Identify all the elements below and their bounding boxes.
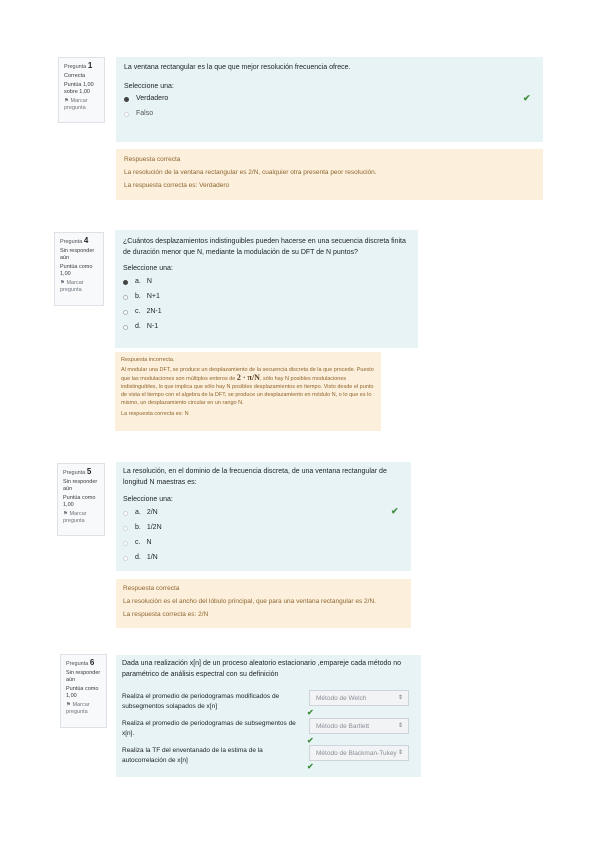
check-icon: ✔ [391,506,399,516]
question-info-1 [58,57,105,123]
question-info-6 [60,654,107,728]
formula: 2 · π/N [236,373,260,382]
match-row-3-select[interactable]: Método de Blackman-Tukey ⇕ [309,745,409,761]
question-content-5 [116,462,411,571]
correct-answer: La respuesta correcta es: 2/N [123,611,209,618]
flag-question-link[interactable]: ⚑ Marcar pregunta [66,702,90,715]
match-row-2-label: Realiza el promedio de periodogramas de subsegmentos de x[n]. [122,720,296,737]
flag-icon: ⚑ [64,98,69,104]
option-b[interactable]: b. N+1 [123,290,410,305]
question-state: Sin responder aún [66,670,101,683]
radio-unselected[interactable] [123,325,128,330]
feedback-body: La resolución de la ventana rectangular es 2/N, cualquier otra presenta peor resolución. [124,169,377,176]
correct-answer: La respuesta correcta es: Verdadero [124,182,230,189]
option-falso[interactable]: Falso [124,107,535,122]
feedback-4 [115,352,381,431]
match-row-3-label: Realiza la TF del enventanado de la estima de la autocorrelación de x[n] [122,747,263,764]
check-icon: ✔ [307,736,314,745]
correct-answer: La respuesta correcta es: N [121,411,189,417]
question-content-6 [116,655,421,777]
option-c[interactable]: c. 2N-1 [123,305,410,320]
flag-icon: ⚑ [66,702,71,708]
question-state: Correcta [64,73,86,79]
radio-unselected[interactable] [123,511,128,516]
radio-unselected[interactable] [123,295,128,300]
flag-question-link[interactable]: ⚑ Marcar pregunta [64,98,88,111]
flag-icon: ⚑ [60,280,65,286]
option-verdadero[interactable]: Verdadero [124,92,535,107]
radio-selected[interactable] [124,97,129,102]
option-b[interactable]: b. 1/2N [123,521,404,536]
question-grade: Puntúa como 1,00 [66,686,99,699]
feedback-body: Al modular una DFT, se produce un desplazamiento de la secuencia discreta de la que procede. Puesto que las modulaciones son múltiplos enteros de 2 · π/N, sólo hay N posibles modulaciones indistinguibles, lo que implica que sólo hay N posibles desplazamientos en tiempo. Visto desde el punto de vista el tiempo con el algebra de la DFT, se produce un desplazamiento en módulo N, o lo que es lo mismo, un desplazamiento circular en un rango N. [121,367,374,406]
option-c[interactable]: c. N [123,536,404,551]
check-icon: ✔ [523,93,531,103]
question-grade: Puntúa como 1,00 [60,264,93,277]
radio-unselected[interactable] [123,310,128,315]
question-info-5 [57,463,105,536]
option-d[interactable]: d. N-1 [123,320,410,335]
feedback-title: Respuesta correcta [123,585,180,592]
question-text: Dada una realización x[n] de un proceso aleatorio estacionario ,empareje cada método no paramétrico de análisis espectral con su definición [122,660,402,678]
match-row-1-select[interactable]: Método de Welch ⇕ [309,690,409,706]
feedback-title: Respuesta correcta [124,156,181,163]
dropdown-icon: ⇕ [397,695,403,701]
radio-unselected[interactable] [124,112,129,117]
question-number: Pregunta 4 [60,236,89,245]
flag-question-link[interactable]: ⚑ Marcar pregunta [63,511,87,524]
question-state: Sin responder aún [60,248,95,261]
answer-prompt: Seleccione una: [123,265,173,272]
option-a[interactable]: a. 2/N [123,506,404,521]
radio-selected[interactable] [123,280,128,285]
match-row-2-select[interactable]: Método de Bartlett ⇕ [309,718,409,734]
feedback-title: Respuesta incorrecta. [121,357,175,363]
radio-unselected[interactable] [123,526,128,531]
check-icon: ✔ [307,708,314,717]
question-text: ¿Cuántos desplazamientos indistinguibles pueden hacerse en una secuencia discreta finita de duración menor que N, mediante la modulación de su DFT de N puntos? [123,238,406,256]
option-a[interactable]: a. N [123,275,410,290]
question-text: La resolución, en el dominio de la frecuencia discreta, de una ventana rectangular de longitud N maestras es: [123,468,387,486]
question-state: Sin responder aún [63,479,98,492]
question-content-1 [116,57,543,142]
answer-prompt: Seleccione una: [124,82,174,90]
question-grade: Puntúa como 1,00 [63,495,96,508]
answer-prompt: Seleccione una: [123,496,173,503]
feedback-5 [116,579,411,628]
radio-unselected[interactable] [123,556,128,561]
radio-unselected[interactable] [123,541,128,546]
question-info-4 [54,232,104,306]
question-text: La ventana rectangular es la que que mejor resolución frecuencia ofrece. [124,64,351,71]
feedback-body: La resolución es el ancho del lóbulo principal, que para una ventana rectangular es 2/N. [123,598,376,605]
question-number: Pregunta 5 [63,467,92,476]
match-row-1-label: Realiza el promedio de periodogramas modificados de subsegmentos solapados de x[n] [122,693,280,710]
flag-question-link[interactable]: ⚑ Marcar pregunta [60,280,84,293]
dropdown-icon: ⇕ [397,750,403,756]
question-content-4 [115,230,418,348]
question-number: Pregunta 6 [66,658,95,667]
option-d[interactable]: d. 1/N [123,551,404,566]
question-grade: Puntúa 1,00 sobre 1,00 [64,82,94,95]
question-number: Pregunta 1 [64,61,93,70]
flag-icon: ⚑ [63,511,68,517]
dropdown-icon: ⇕ [397,723,403,729]
feedback-1 [116,149,543,200]
check-icon: ✔ [307,762,314,771]
